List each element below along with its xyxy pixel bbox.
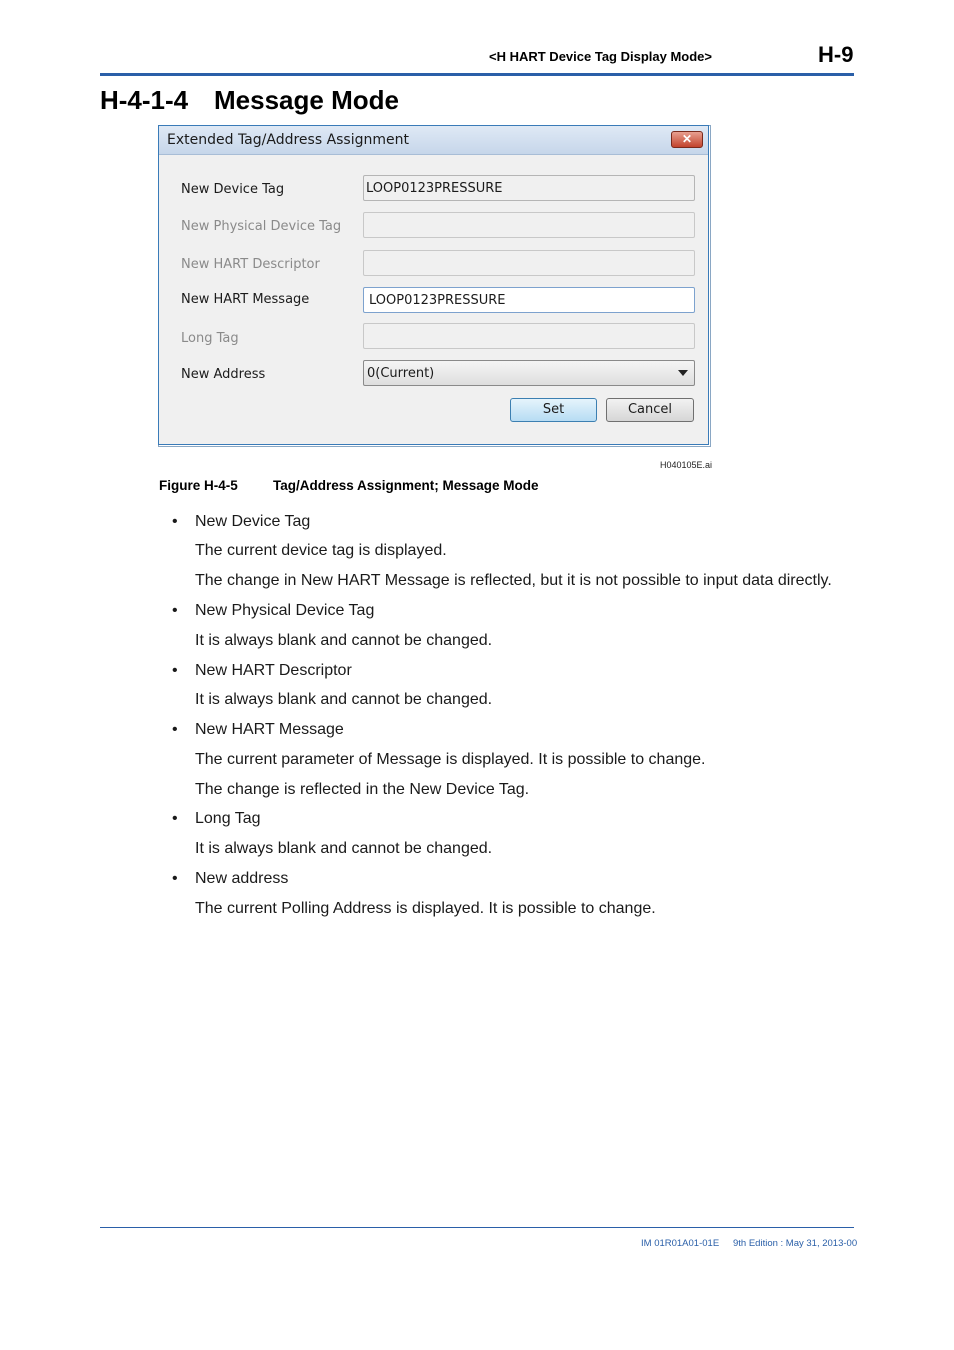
new-device-tag-field: LOOP0123PRESSURE xyxy=(363,175,695,201)
new-address-select[interactable] xyxy=(363,360,695,386)
dialog-title: Extended Tag/Address Assignment xyxy=(167,132,409,148)
label-new-device-tag: New Device Tag xyxy=(181,182,285,197)
chevron-down-icon xyxy=(678,370,688,376)
list-item-title: New HART Descriptor xyxy=(195,662,352,679)
figure-number: Figure H-4-5 xyxy=(159,478,238,493)
new-physical-device-tag-field xyxy=(363,212,695,238)
close-icon: ✕ xyxy=(681,132,693,146)
extended-tag-dialog xyxy=(158,125,709,445)
list-item-text: It is always blank and cannot be changed. xyxy=(195,691,493,708)
close-button[interactable] xyxy=(671,131,703,148)
list-item-text: The change is reflected in the New Device Tag. xyxy=(195,781,530,798)
list-item-title: New Device Tag xyxy=(195,513,311,530)
list-item-title: New address xyxy=(195,870,289,887)
list-item-text: The change in New HART Message is reflected, but it is not possible to input data directly. xyxy=(195,572,832,589)
dialog-titlebar xyxy=(159,126,708,155)
bullet-marker: • xyxy=(172,513,178,530)
image-code: H040105E.ai xyxy=(660,460,713,470)
list-item-text: The current device tag is displayed. xyxy=(195,542,447,559)
figure-caption xyxy=(159,478,539,493)
section-number: H-4-1-4 xyxy=(100,85,189,115)
set-button[interactable]: Set xyxy=(510,398,597,422)
label-new-address: New Address xyxy=(181,367,266,382)
new-address-value: 0(Current) xyxy=(367,366,435,381)
section-heading xyxy=(100,85,399,116)
bullet-marker: • xyxy=(172,602,178,619)
section-title: Message Mode xyxy=(214,85,399,115)
new-hart-descriptor-field xyxy=(363,250,695,276)
label-new-hart-message: New HART Message xyxy=(181,292,310,307)
bullet-marker: • xyxy=(172,810,178,827)
bullet-marker: • xyxy=(172,721,178,738)
list-item-text: The current parameter of Message is displayed. It is possible to change. xyxy=(195,751,706,768)
label-long-tag: Long Tag xyxy=(181,331,239,346)
header-rule xyxy=(100,73,854,76)
list-item-title: Long Tag xyxy=(195,810,261,827)
figure-caption-text: Tag/Address Assignment; Message Mode xyxy=(273,478,539,493)
list-item-text: The current Polling Address is displayed. It is possible to change. xyxy=(195,900,656,917)
page-number: H-9 xyxy=(818,42,854,67)
bullet-marker: • xyxy=(172,662,178,679)
footer-edition: 9th Edition : May 31, 2013-00 xyxy=(733,1238,858,1249)
list-item-title: New Physical Device Tag xyxy=(195,602,375,619)
list-item-text: It is always blank and cannot be changed. xyxy=(195,840,493,857)
list-item-title: New HART Message xyxy=(195,721,344,738)
cancel-button[interactable]: Cancel xyxy=(606,398,694,422)
running-header: <H HART Device Tag Display Mode> xyxy=(489,49,712,64)
bullet-marker: • xyxy=(172,870,178,887)
new-hart-message-input[interactable]: LOOP0123PRESSURE xyxy=(363,287,695,313)
footer-doc-id: IM 01R01A01-01E xyxy=(641,1238,720,1249)
label-new-physical-device-tag: New Physical Device Tag xyxy=(181,219,342,234)
long-tag-field xyxy=(363,323,695,349)
footer-rule xyxy=(100,1227,854,1228)
label-new-hart-descriptor: New HART Descriptor xyxy=(181,257,320,272)
list-item-text: It is always blank and cannot be changed. xyxy=(195,632,493,649)
